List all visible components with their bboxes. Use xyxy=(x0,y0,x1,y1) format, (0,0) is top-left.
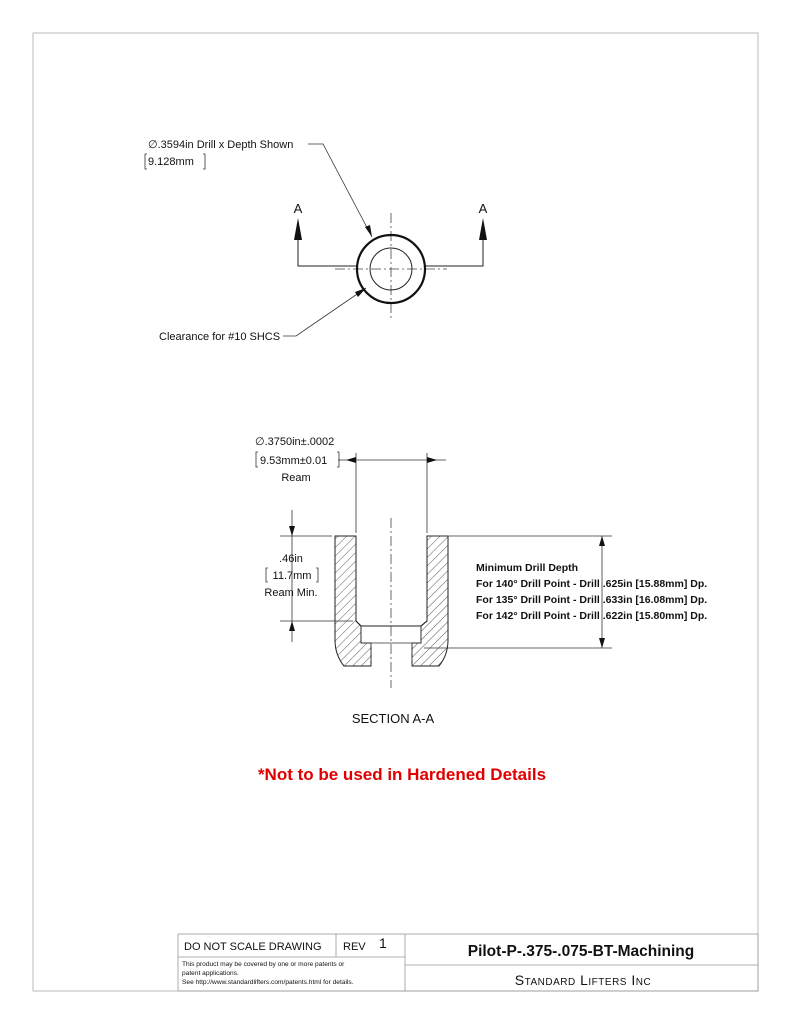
depth-line1: .46in xyxy=(279,553,303,565)
depth-line3: Ream Min. xyxy=(264,587,318,599)
drill-depth-title: Minimum Drill Depth xyxy=(476,562,579,574)
rev-value: 1 xyxy=(379,935,387,951)
depth-line2: 11.7mm xyxy=(272,570,312,582)
company-name: Standard Lifters Inc xyxy=(514,972,652,988)
ream-line1: ∅.3750in±.0002 xyxy=(255,436,335,448)
drill-leader xyxy=(308,144,372,237)
drawing-title: Pilot-P-.375-.075-BT-Machining xyxy=(467,943,695,960)
ream-line2: 9.53mm±0.01 xyxy=(260,455,328,467)
section-arrow-left xyxy=(294,218,302,240)
section-view xyxy=(255,436,707,726)
drawing-border xyxy=(33,33,758,991)
drill-depth-note-140: For 140° Drill Point - Drill .625in [15.88mm] Dp. xyxy=(476,578,708,590)
section-marker-left: A xyxy=(293,201,303,216)
clearance-leader xyxy=(283,288,366,336)
drill-depth-note-135: For 135° Drill Point - Drill .633in [16.08mm] Dp. xyxy=(476,594,708,606)
patent-line3: See http://www.standardlifters.com/patents.html for details. xyxy=(182,979,354,986)
ream-line3: Ream xyxy=(281,472,311,484)
patent-line2: patent applications. xyxy=(182,970,239,977)
section-arrow-right xyxy=(479,218,487,240)
section-cut-line-right xyxy=(425,240,483,266)
section-label: SECTION A-A xyxy=(351,711,435,726)
ream-bore xyxy=(356,536,427,626)
plan-view xyxy=(145,139,488,343)
drill-callout-line1: ∅.3594in Drill x Depth Shown xyxy=(148,139,294,151)
section-cut-line-left xyxy=(298,240,357,266)
section-marker-right: A xyxy=(478,201,488,216)
clearance-note: Clearance for #10 SHCS xyxy=(159,331,281,343)
rev-label: REV xyxy=(343,941,366,953)
material-hatch-left xyxy=(335,536,371,666)
do-not-scale-label: DO NOT SCALE DRAWING xyxy=(184,941,322,953)
patent-line1: This product may be covered by one or more patents or xyxy=(182,961,345,968)
title-block xyxy=(178,934,758,991)
hardened-warning: *Not to be used in Hardened Details xyxy=(257,765,547,784)
drill-callout-line2: 9.128mm xyxy=(148,156,194,168)
drill-depth-note-142: For 142° Drill Point - Drill .622in [15.80mm] Dp. xyxy=(476,610,708,622)
material-hatch-right xyxy=(412,536,448,666)
